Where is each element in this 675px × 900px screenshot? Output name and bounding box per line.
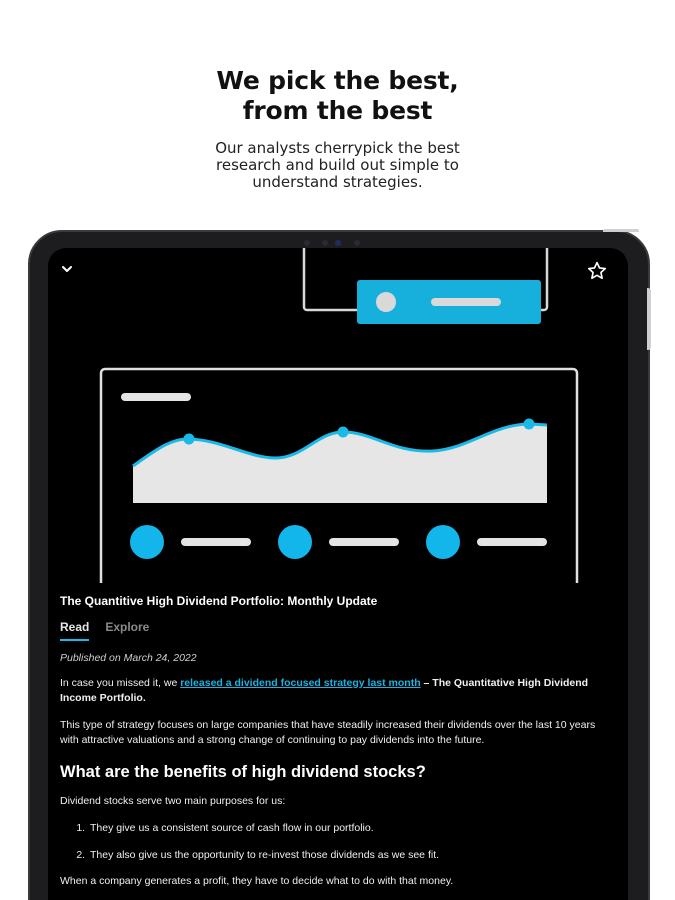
tab-read[interactable]: Read	[60, 619, 89, 641]
purposes-list	[60, 821, 616, 863]
chevron-down-icon[interactable]	[60, 262, 74, 276]
article-title: The Quantitive High Dividend Portfolio: Monthly Update	[60, 594, 378, 608]
tablet-side-button	[647, 288, 651, 350]
star-outline-icon[interactable]	[586, 260, 608, 282]
tab-explore[interactable]: Explore	[105, 620, 150, 634]
strategy-illustration	[48, 248, 628, 583]
list-item: 2. They also give us the opportunity to re-invest those dividends as we see fit.	[88, 848, 616, 863]
list-item: 1. They give us a consistent source of cash flow in our portfolio.	[88, 821, 616, 836]
hero-section	[0, 66, 675, 191]
article-tabs	[60, 619, 616, 641]
article-content	[60, 593, 616, 889]
app-screen	[48, 248, 628, 900]
tablet-top-button	[603, 229, 639, 232]
tablet-camera	[296, 239, 380, 247]
published-date: Published on March 24, 2022	[60, 652, 197, 664]
hero-title: We pick the best, from the best	[216, 66, 459, 125]
purposes-paragraph: Dividend stocks serve two main purposes for us:	[60, 795, 286, 807]
hero-subtitle: Our analysts cherrypick the best research and build out simple to understand strategies.	[215, 139, 460, 191]
profit-paragraph: When a company generates a profit, they have to decide what to do with that money.	[60, 875, 454, 887]
intro-paragraph: In case you missed it, we released a dividend focused strategy last month – The Quantitative High Dividend Income Portfolio.	[60, 677, 589, 704]
section-heading: What are the benefits of high dividend stocks?	[60, 763, 426, 781]
strategy-paragraph: This type of strategy focuses on large companies that have steadily increased their dividends over the last 10 years with attractive valuations and a strong change of continuing to pay dividends into the future.	[60, 719, 596, 746]
strategy-link[interactable]: released a dividend focused strategy last month	[180, 677, 421, 689]
